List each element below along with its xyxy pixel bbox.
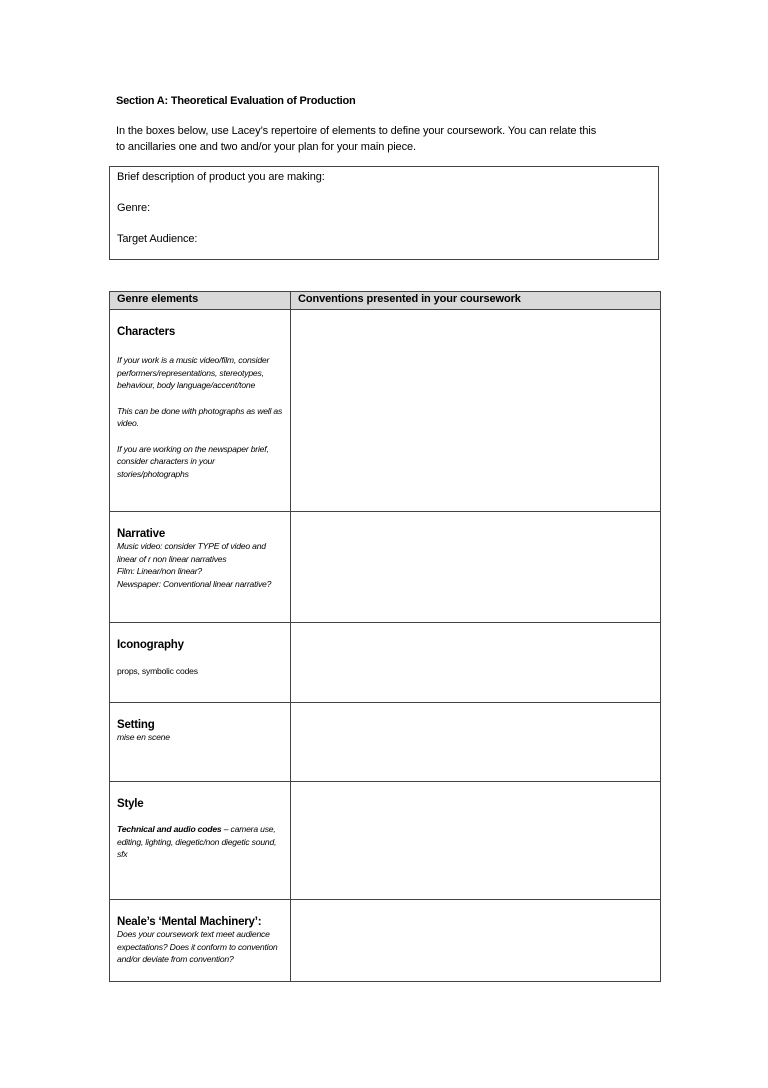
style-note-bold: Technical and audio codes	[117, 824, 222, 834]
table-row	[110, 703, 661, 782]
genre-elements-header: Genre elements	[110, 292, 291, 310]
genre-elements-table	[109, 291, 661, 982]
mental-machinery-note: Does your coursework text meet audience expectations? Does it conform to convention and/or deviate from convention?	[117, 929, 278, 964]
audience-label: Target Audience:	[117, 233, 198, 245]
setting-answer-cell[interactable]	[291, 703, 661, 782]
setting-cell	[110, 703, 291, 782]
table-row	[110, 512, 661, 623]
table-row	[110, 623, 661, 703]
characters-title: Characters	[117, 326, 176, 338]
iconography-answer-cell[interactable]	[291, 623, 661, 703]
style-note	[117, 823, 286, 861]
mental-machinery-answer-cell[interactable]	[291, 900, 661, 982]
table-row	[110, 782, 661, 900]
intro-line-2: to ancillaries one and two and/or your plan for your main piece.	[116, 141, 416, 153]
narrative-cell	[110, 512, 291, 623]
setting-title: Setting	[117, 719, 155, 731]
characters-note-2: This can be done with photographs as well as video.	[117, 405, 283, 428]
intro-line-1: In the boxes below, use Lacey’s repertoire of elements to define your coursework. You can relate this	[116, 125, 597, 137]
style-note-rest: – camera use, editing, lighting, diegetic/non diegetic sound, sfx	[117, 824, 277, 859]
iconography-note: props, symbolic codes	[117, 666, 198, 676]
narrative-note-1: Music video: consider TYPE of video and linear of r non linear narratives	[117, 541, 266, 564]
intro-paragraph	[116, 123, 661, 155]
narrative-title: Narrative	[117, 528, 166, 540]
iconography-cell	[110, 623, 291, 703]
narrative-note-2: Film: Linear/non linear?	[117, 566, 203, 576]
style-answer-cell[interactable]	[291, 782, 661, 900]
setting-note: mise en scene	[117, 732, 170, 742]
conventions-header: Conventions presented in your coursework	[291, 292, 661, 310]
characters-answer-cell[interactable]	[291, 310, 661, 512]
characters-note-3: If you are working on the newspaper brief, consider characters in your stories/photographs	[117, 443, 269, 479]
mental-machinery-title: Neale’s ‘Mental Machinery’:	[117, 916, 262, 928]
genre-label: Genre:	[117, 202, 151, 214]
style-cell	[110, 782, 291, 900]
section-title: Section A: Theoretical Evaluation of Production	[116, 95, 356, 107]
mental-machinery-cell	[110, 900, 291, 982]
description-label: Brief description of product you are making:	[117, 171, 325, 183]
narrative-answer-cell[interactable]	[291, 512, 661, 623]
characters-cell	[110, 310, 291, 512]
style-title: Style	[117, 798, 144, 810]
product-brief-box[interactable]	[109, 166, 659, 260]
iconography-title: Iconography	[117, 639, 184, 651]
table-row	[110, 900, 661, 982]
characters-note-1: If your work is a music video/film, consider performers/representations, stereotypes, behaviour, body language/accent/tone	[117, 355, 270, 390]
narrative-note-3: Newspaper: Conventional linear narrative?	[117, 578, 272, 589]
table-row	[110, 310, 661, 512]
table-header-row	[110, 292, 661, 310]
